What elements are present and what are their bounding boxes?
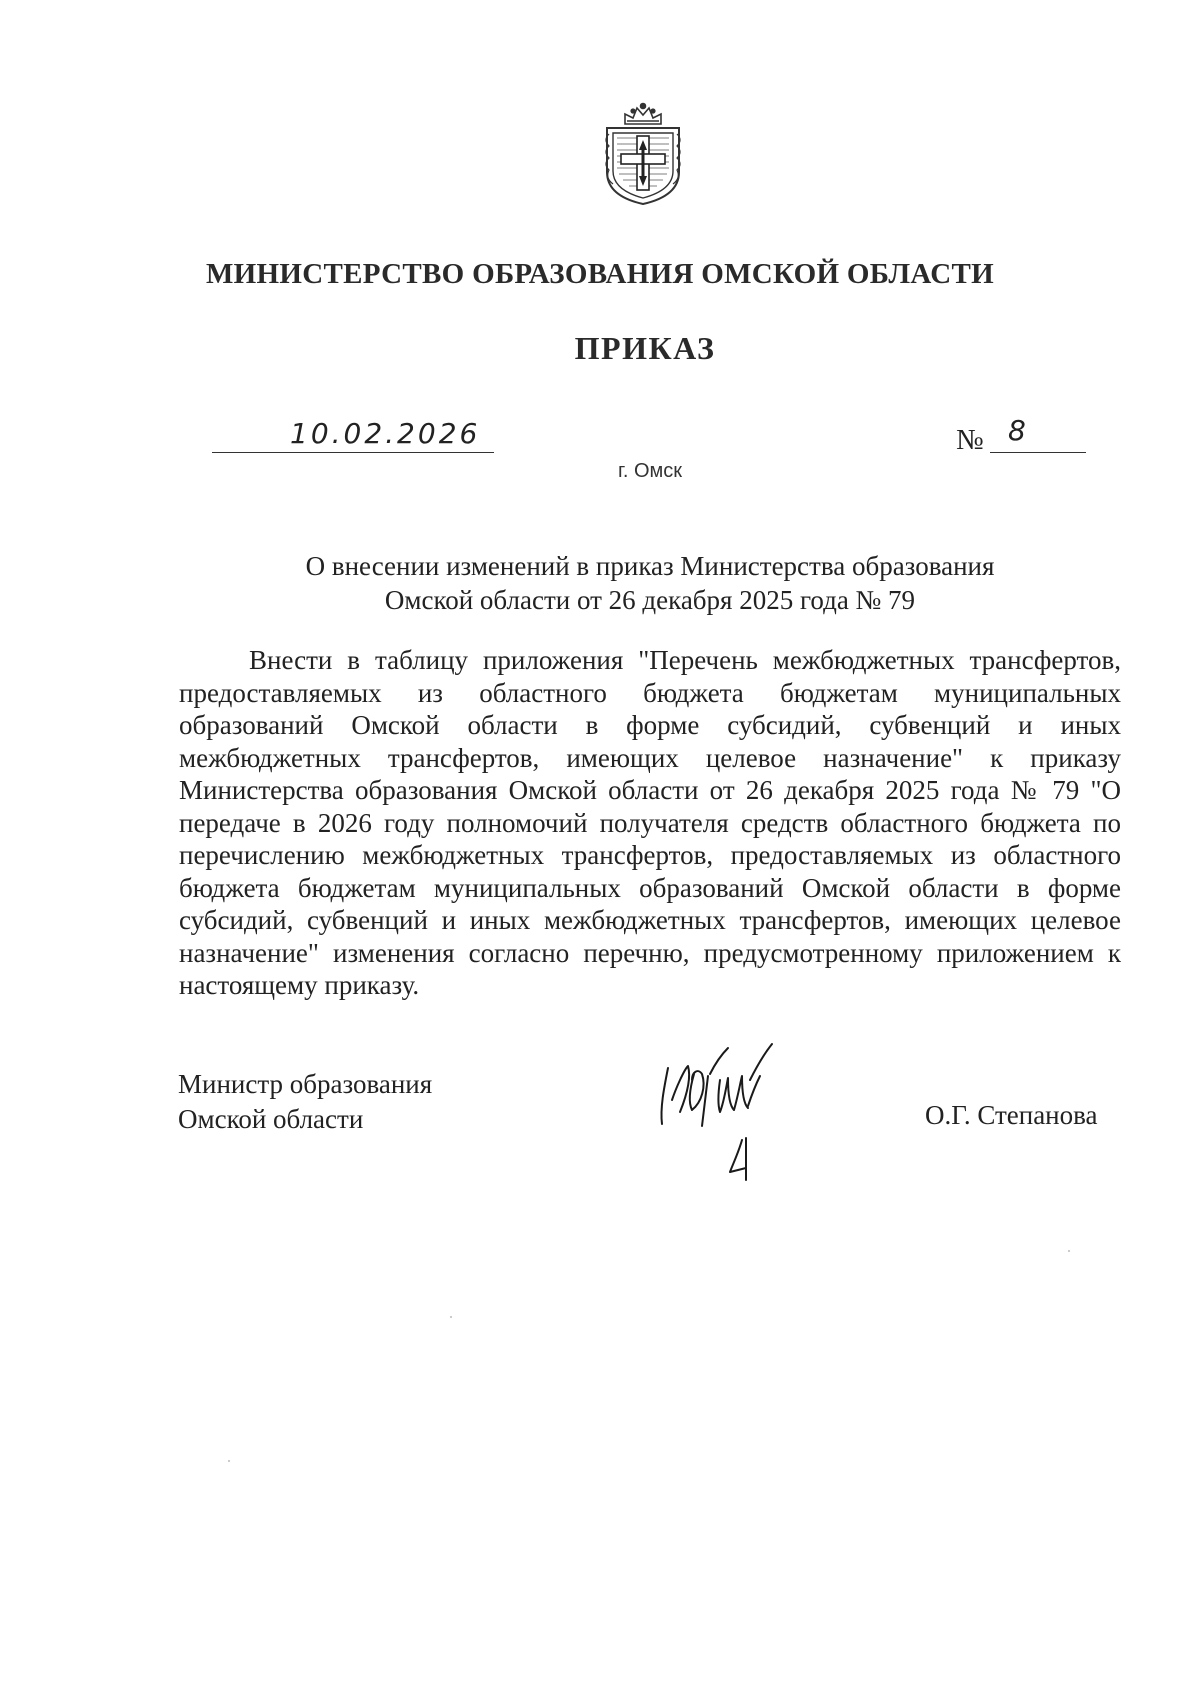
body-paragraph: Внести в таблицу приложения "Перечень межбюджетных трансфертов, предоставляемых из областного бюджета бюджетам муниципальных образований Омской области в форме субсидий, субвенций и иных межбюджетных трансфертов, имеющих целевое назначение" к приказу Министерства образования Омской области от 26 декабря 2025 года № 79 "О передаче в 2026 году полномочий получателя средств областного бюджета по перечислению межбюджетных трансфертов, предоставляемых из областного бюджета бюджетам муниципальных образований Омской области в форме субсидий, субвенций и иных межбюджетных трансфертов, имеющих целевое назначение" изменения согласно перечню, предусмотренному приложением к настоящему приказу.	[179, 645, 1121, 1000]
number-underline	[990, 452, 1086, 453]
document-type: ПРИКАЗ	[574, 330, 716, 366]
position-line: Омской области	[178, 1104, 364, 1134]
signatory-name: О.Г. Степанова	[925, 1100, 1098, 1130]
subject-line: Омской области от 26 декабря 2025 года № 79	[384, 585, 916, 615]
order-date: 10.02.2026	[290, 417, 481, 450]
subject-line: О внесении изменений в приказ Министерства образования	[305, 551, 995, 581]
coat-of-arms-icon	[597, 100, 689, 208]
handwritten-signature-icon	[650, 1040, 825, 1190]
signatory-position	[178, 1067, 432, 1137]
ministry-name: МИНИСТЕРСТВО ОБРАЗОВАНИЯ ОМСКОЙ ОБЛАСТИ	[206, 258, 994, 290]
order-number-label: №	[956, 424, 984, 456]
document-subject	[0, 549, 1200, 617]
order-number: 8	[1008, 414, 1026, 447]
city: г. Омск	[617, 460, 683, 482]
scan-speck	[450, 1316, 452, 1318]
scan-speck	[228, 1460, 230, 1462]
scan-speck	[1068, 1250, 1070, 1252]
date-underline	[212, 452, 494, 453]
position-line: Министр образования	[178, 1069, 433, 1099]
